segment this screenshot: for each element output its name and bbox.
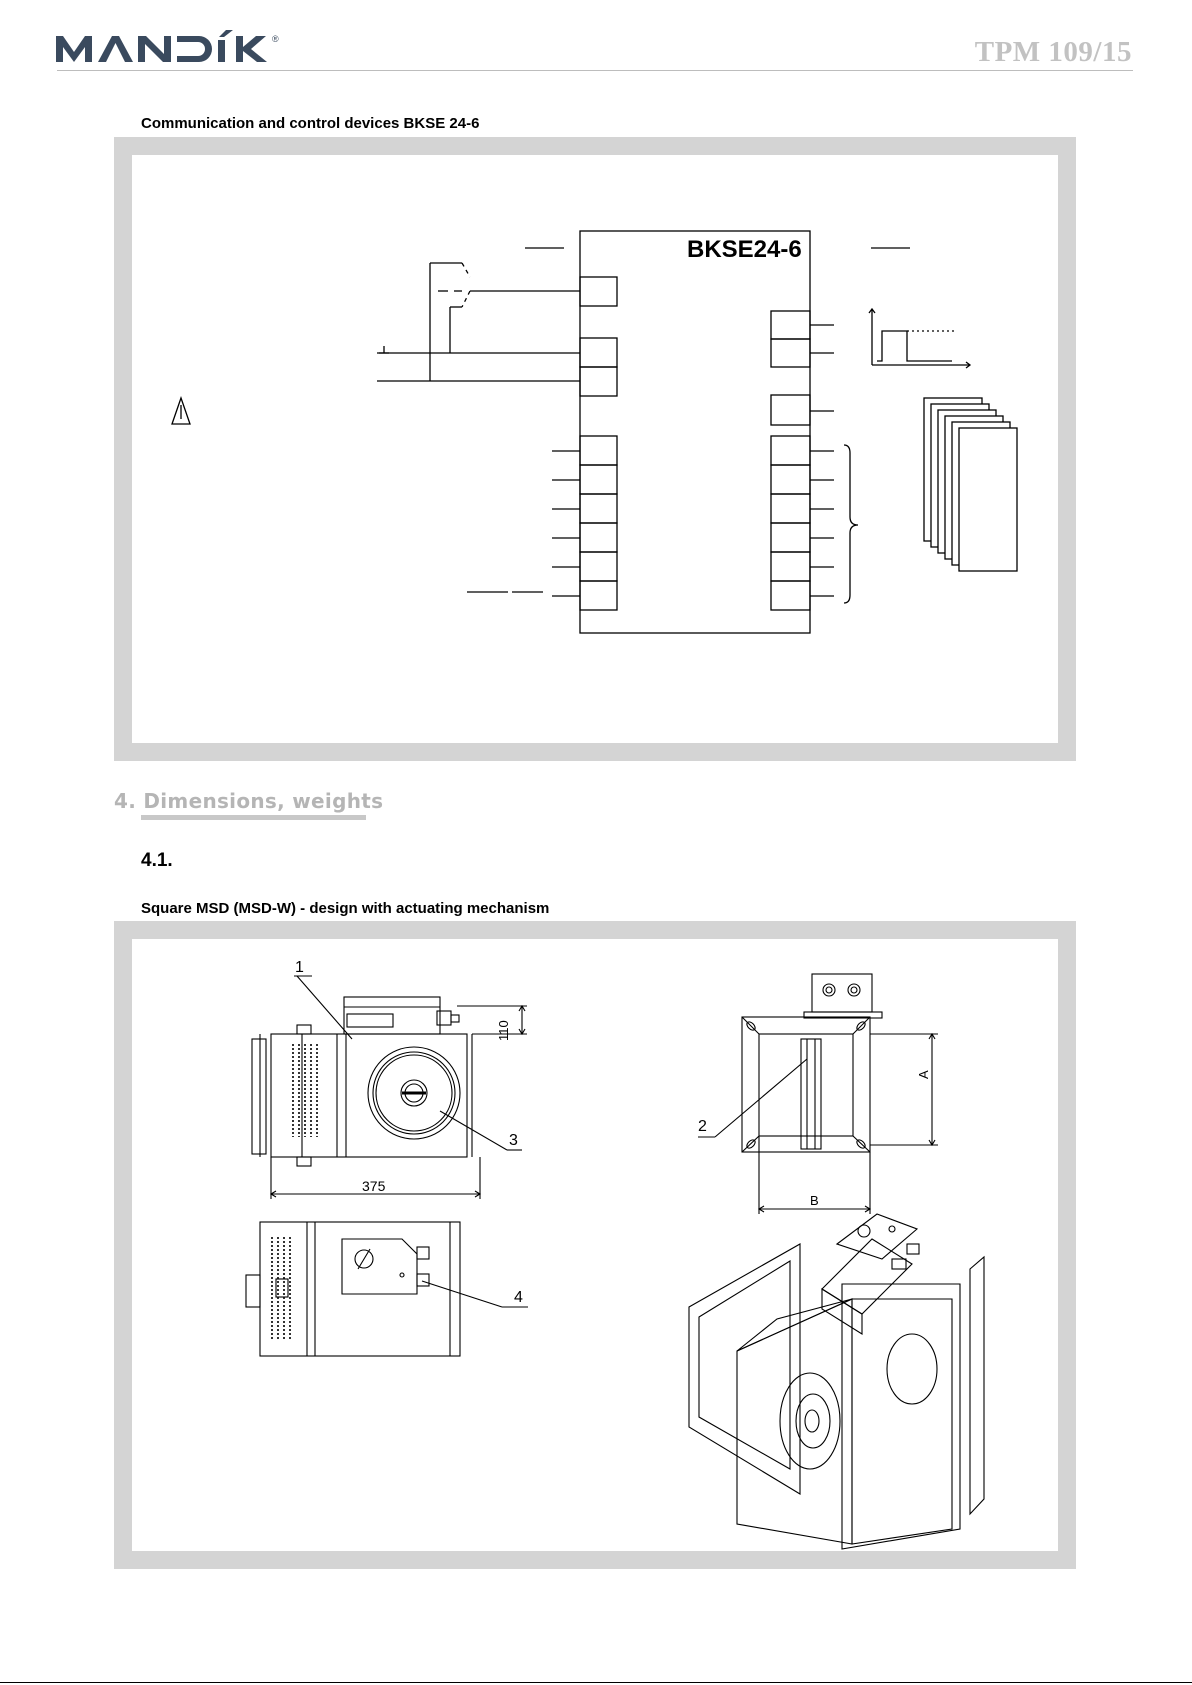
front-view-drawing — [252, 976, 527, 1199]
dimension-b: B — [810, 1193, 819, 1208]
wiring-figure-caption: Communication and control devices BKSE 24-6 — [141, 115, 480, 132]
damper-technical-drawing — [132, 939, 1058, 1551]
subsection-number: 4.1. — [141, 850, 173, 871]
dimension-a: A — [916, 1070, 931, 1079]
bkse-device-box — [580, 231, 810, 633]
drawing-figure-caption: Square MSD (MSD-W) - design with actuating mechanism — [141, 900, 550, 917]
document-reference: TPM 109/15 — [974, 36, 1132, 68]
callout-1: 1 — [295, 959, 304, 976]
footer-rule — [0, 1682, 1192, 1683]
isometric-view-drawing — [689, 1214, 984, 1549]
registered-mark: ® — [272, 34, 279, 44]
dimension-height: 110 — [496, 1020, 511, 1041]
side-view-drawing — [698, 974, 938, 1214]
callout-2: 2 — [698, 1118, 707, 1135]
dimension-length: 375 — [362, 1178, 386, 1194]
bkse-wiring-diagram — [132, 155, 1058, 743]
bkse-device-label: BKSE24-6 — [687, 236, 802, 263]
mandik-logo — [56, 30, 286, 70]
callout-3: 3 — [509, 1132, 518, 1149]
section-title-underline — [141, 815, 366, 820]
top-view-drawing — [246, 1222, 528, 1356]
header-rule — [57, 70, 1133, 71]
section-title: 4. Dimensions, weights — [114, 789, 384, 813]
callout-4: 4 — [514, 1289, 523, 1306]
